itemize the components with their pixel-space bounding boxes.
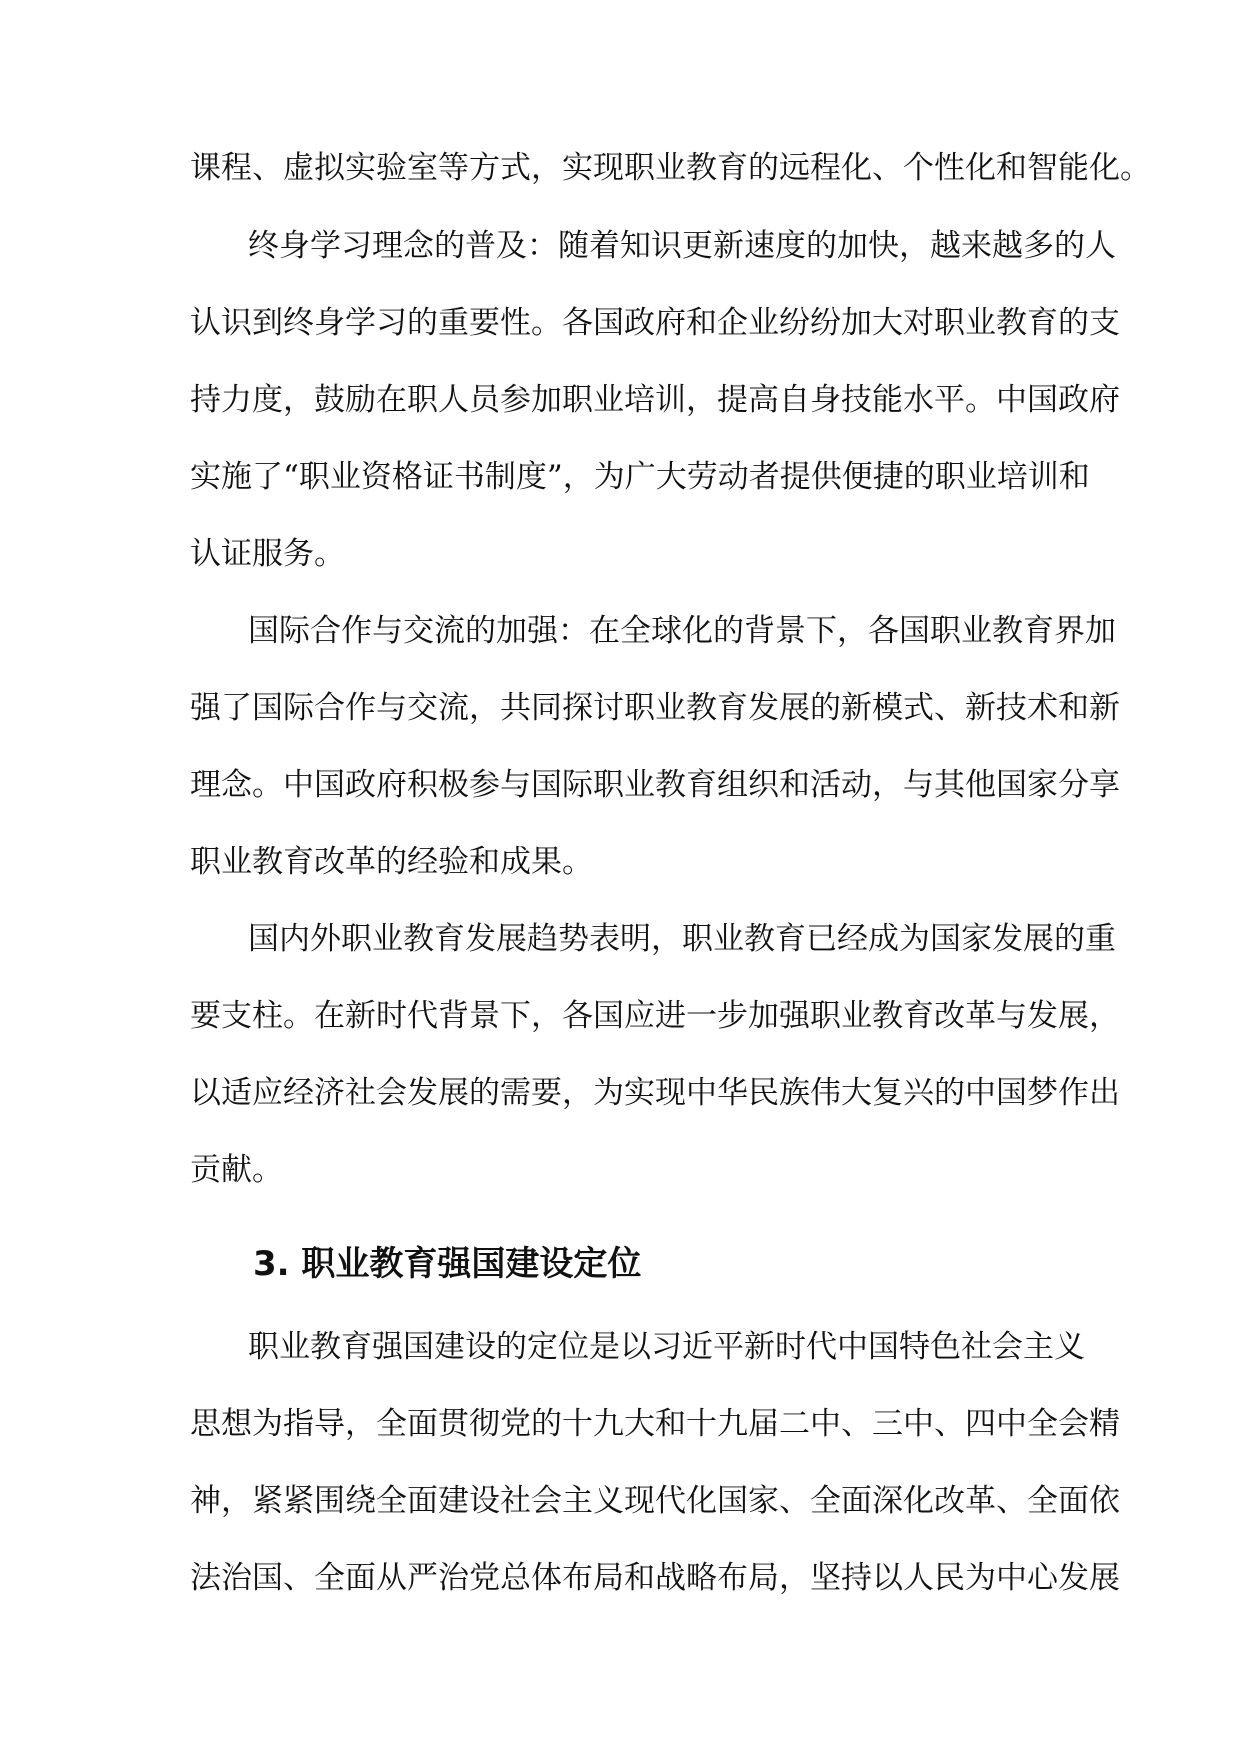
text-line: 实施了“职业资格证书制度”，为广大劳动者提供便捷的职业培训和 [190, 459, 1090, 495]
text-line: 职业教育改革的经验和成果。 [190, 844, 593, 880]
text-line: 法治国、全面从严治党总体布局和战略布局，坚持以人民为中心发展 [190, 1560, 1120, 1596]
text-line: 认证服务。 [190, 536, 345, 572]
text-line: 神，紧紧围绕全面建设社会主义现代化国家、全面深化改革、全面依 [190, 1483, 1120, 1519]
text-line: 强了国际合作与交流，共同探讨职业教育发展的新模式、新技术和新 [190, 690, 1120, 726]
section-heading: 3. 职业教育强国建设定位 [253, 1244, 642, 1284]
text-line: 思想为指导，全面贯彻党的十九大和十九届二中、三中、四中全会精 [190, 1406, 1120, 1442]
text-line: 要支柱。在新时代背景下，各国应进一步加强职业教育改革与发展， [190, 998, 1120, 1034]
text-line: 持力度，鼓励在职人员参加职业培训，提高自身技能水平。中国政府 [190, 382, 1120, 418]
text-line: 课程、虚拟实验室等方式，实现职业教育的远程化、个性化和智能化。 [190, 150, 1151, 186]
text-line: 职业教育强国建设的定位是以习近平新时代中国特色社会主义 [248, 1329, 1085, 1365]
text-line: 国际合作与交流的加强：在全球化的背景下，各国职业教育界加 [248, 613, 1116, 649]
text-line: 理念。中国政府积极参与国际职业教育组织和活动，与其他国家分享 [190, 767, 1120, 803]
text-line: 贡献。 [190, 1152, 283, 1188]
text-line: 国内外职业教育发展趋势表明，职业教育已经成为国家发展的重 [248, 921, 1116, 957]
text-line: 终身学习理念的普及：随着知识更新速度的加快，越来越多的人 [248, 228, 1116, 264]
text-line: 以适应经济社会发展的需要，为实现中华民族伟大复兴的中国梦作出 [190, 1075, 1120, 1111]
text-line: 认识到终身学习的重要性。各国政府和企业纷纷加大对职业教育的支 [190, 305, 1120, 341]
